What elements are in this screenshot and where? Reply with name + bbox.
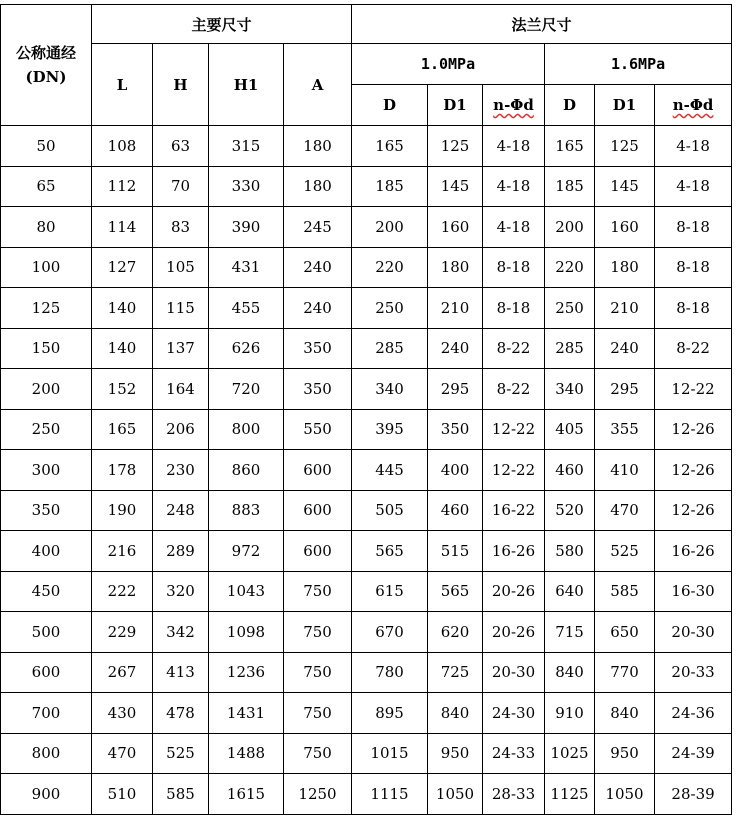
table-row	[1, 693, 732, 734]
cell-nphid-1: 4-18	[483, 207, 545, 248]
dimension-table	[0, 4, 732, 815]
cell-nphid-1: 24-33	[483, 733, 545, 774]
col-header-l: L	[92, 44, 153, 126]
cell-dn: 100	[1, 247, 92, 288]
cell-d-2: 1025	[545, 733, 595, 774]
table-row	[1, 733, 732, 774]
cell-d1-1: 240	[428, 328, 483, 369]
cell-l: 216	[92, 531, 153, 572]
cell-a: 750	[284, 652, 352, 693]
col-header-a: A	[284, 44, 352, 126]
cell-h: 248	[153, 490, 209, 531]
cell-l: 114	[92, 207, 153, 248]
cell-h: 525	[153, 733, 209, 774]
cell-l: 267	[92, 652, 153, 693]
dn-header-line2: (DN)	[25, 68, 67, 86]
cell-d1-2: 125	[595, 126, 655, 167]
cell-h1: 720	[209, 369, 284, 410]
col-header-nphid-2: n-Φd	[655, 85, 732, 126]
cell-d-1: 780	[352, 652, 428, 693]
cell-h1: 1236	[209, 652, 284, 693]
cell-h1: 972	[209, 531, 284, 572]
cell-dn: 150	[1, 328, 92, 369]
cell-dn: 500	[1, 612, 92, 653]
cell-l: 165	[92, 409, 153, 450]
cell-h1: 431	[209, 247, 284, 288]
cell-dn: 450	[1, 571, 92, 612]
cell-d-2: 250	[545, 288, 595, 329]
cell-h1: 390	[209, 207, 284, 248]
cell-d-2: 185	[545, 166, 595, 207]
cell-nphid-2: 24-36	[655, 693, 732, 734]
cell-l: 108	[92, 126, 153, 167]
cell-dn: 50	[1, 126, 92, 167]
cell-d-2: 520	[545, 490, 595, 531]
cell-a: 350	[284, 369, 352, 410]
cell-nphid-1: 16-26	[483, 531, 545, 572]
cell-l: 140	[92, 288, 153, 329]
cell-h: 206	[153, 409, 209, 450]
cell-a: 750	[284, 612, 352, 653]
cell-a: 240	[284, 247, 352, 288]
table-row	[1, 409, 732, 450]
table-row	[1, 571, 732, 612]
cell-l: 222	[92, 571, 153, 612]
cell-l: 127	[92, 247, 153, 288]
cell-a: 750	[284, 693, 352, 734]
cell-h: 289	[153, 531, 209, 572]
flange-dims-header: 法兰尺寸	[352, 5, 732, 44]
cell-a: 1250	[284, 774, 352, 815]
cell-d-2: 285	[545, 328, 595, 369]
cell-h1: 860	[209, 450, 284, 491]
cell-d-2: 640	[545, 571, 595, 612]
cell-d1-2: 160	[595, 207, 655, 248]
cell-d-2: 715	[545, 612, 595, 653]
cell-a: 180	[284, 126, 352, 167]
col-header-h: H	[153, 44, 209, 126]
cell-d-1: 1015	[352, 733, 428, 774]
cell-d-1: 615	[352, 571, 428, 612]
cell-a: 600	[284, 531, 352, 572]
cell-d-1: 445	[352, 450, 428, 491]
table-row	[1, 288, 732, 329]
cell-nphid-2: 12-26	[655, 409, 732, 450]
cell-dn: 350	[1, 490, 92, 531]
cell-h1: 455	[209, 288, 284, 329]
table-row	[1, 369, 732, 410]
cell-d-2: 165	[545, 126, 595, 167]
cell-a: 600	[284, 490, 352, 531]
table-row	[1, 612, 732, 653]
cell-h1: 1043	[209, 571, 284, 612]
table-body	[1, 126, 732, 815]
cell-nphid-1: 4-18	[483, 166, 545, 207]
cell-l: 190	[92, 490, 153, 531]
cell-d-1: 505	[352, 490, 428, 531]
cell-nphid-2: 16-26	[655, 531, 732, 572]
cell-h: 413	[153, 652, 209, 693]
cell-h1: 883	[209, 490, 284, 531]
cell-a: 245	[284, 207, 352, 248]
cell-d-2: 460	[545, 450, 595, 491]
cell-nphid-2: 4-18	[655, 166, 732, 207]
cell-nphid-1: 20-30	[483, 652, 545, 693]
cell-h: 115	[153, 288, 209, 329]
cell-h: 63	[153, 126, 209, 167]
cell-d-2: 910	[545, 693, 595, 734]
table-row	[1, 126, 732, 167]
col-header-d1-2: D1	[595, 85, 655, 126]
cell-nphid-1: 16-22	[483, 490, 545, 531]
cell-d1-1: 460	[428, 490, 483, 531]
cell-a: 750	[284, 571, 352, 612]
table-row	[1, 328, 732, 369]
cell-d-1: 165	[352, 126, 428, 167]
cell-nphid-2: 8-18	[655, 247, 732, 288]
cell-d-2: 200	[545, 207, 595, 248]
cell-l: 112	[92, 166, 153, 207]
cell-nphid-2: 28-39	[655, 774, 732, 815]
cell-h: 164	[153, 369, 209, 410]
cell-d1-1: 725	[428, 652, 483, 693]
cell-d-1: 1115	[352, 774, 428, 815]
cell-nphid-1: 4-18	[483, 126, 545, 167]
cell-h: 230	[153, 450, 209, 491]
cell-d1-2: 585	[595, 571, 655, 612]
col-header-d-1: D	[352, 85, 428, 126]
cell-nphid-1: 8-18	[483, 288, 545, 329]
cell-h1: 1615	[209, 774, 284, 815]
cell-dn: 800	[1, 733, 92, 774]
cell-dn: 200	[1, 369, 92, 410]
cell-h1: 1431	[209, 693, 284, 734]
cell-a: 750	[284, 733, 352, 774]
cell-h1: 315	[209, 126, 284, 167]
pressure-1-header: 1.0MPa	[352, 44, 545, 85]
cell-d-1: 250	[352, 288, 428, 329]
cell-dn: 700	[1, 693, 92, 734]
cell-d-1: 185	[352, 166, 428, 207]
cell-nphid-2: 12-22	[655, 369, 732, 410]
cell-d1-1: 350	[428, 409, 483, 450]
table-header	[1, 5, 732, 126]
cell-d1-1: 620	[428, 612, 483, 653]
cell-a: 180	[284, 166, 352, 207]
cell-l: 229	[92, 612, 153, 653]
cell-d1-2: 355	[595, 409, 655, 450]
cell-h1: 800	[209, 409, 284, 450]
cell-l: 470	[92, 733, 153, 774]
cell-d1-1: 400	[428, 450, 483, 491]
cell-d1-2: 840	[595, 693, 655, 734]
cell-d-2: 1125	[545, 774, 595, 815]
cell-d1-1: 515	[428, 531, 483, 572]
cell-d-1: 285	[352, 328, 428, 369]
cell-d-1: 565	[352, 531, 428, 572]
cell-h1: 330	[209, 166, 284, 207]
cell-d1-2: 295	[595, 369, 655, 410]
cell-d-1: 220	[352, 247, 428, 288]
col-header-nphid-1: n-Φd	[483, 85, 545, 126]
cell-nphid-1: 20-26	[483, 571, 545, 612]
cell-d1-2: 210	[595, 288, 655, 329]
cell-l: 510	[92, 774, 153, 815]
cell-h: 83	[153, 207, 209, 248]
cell-d1-2: 145	[595, 166, 655, 207]
cell-nphid-2: 20-33	[655, 652, 732, 693]
table-row	[1, 450, 732, 491]
cell-l: 152	[92, 369, 153, 410]
cell-a: 350	[284, 328, 352, 369]
cell-d-2: 405	[545, 409, 595, 450]
cell-d1-1: 210	[428, 288, 483, 329]
cell-nphid-1: 8-18	[483, 247, 545, 288]
cell-dn: 900	[1, 774, 92, 815]
cell-nphid-1: 12-22	[483, 450, 545, 491]
dn-header-line1: 公称通经	[15, 44, 76, 62]
cell-nphid-2: 8-22	[655, 328, 732, 369]
cell-d1-2: 770	[595, 652, 655, 693]
cell-dn: 80	[1, 207, 92, 248]
cell-d1-1: 145	[428, 166, 483, 207]
cell-d-1: 395	[352, 409, 428, 450]
cell-dn: 400	[1, 531, 92, 572]
cell-h1: 626	[209, 328, 284, 369]
cell-h1: 1098	[209, 612, 284, 653]
pressure-2-header: 1.6MPa	[545, 44, 732, 85]
cell-a: 600	[284, 450, 352, 491]
cell-d-2: 580	[545, 531, 595, 572]
cell-nphid-2: 8-18	[655, 288, 732, 329]
table-row	[1, 652, 732, 693]
col-header-h1: H1	[209, 44, 284, 126]
cell-nphid-1: 12-22	[483, 409, 545, 450]
cell-nphid-1: 8-22	[483, 328, 545, 369]
cell-a: 550	[284, 409, 352, 450]
cell-nphid-1: 20-26	[483, 612, 545, 653]
cell-d1-1: 125	[428, 126, 483, 167]
cell-h: 342	[153, 612, 209, 653]
cell-h: 137	[153, 328, 209, 369]
cell-h: 70	[153, 166, 209, 207]
dn-header	[1, 5, 92, 126]
cell-d1-2: 950	[595, 733, 655, 774]
cell-h: 105	[153, 247, 209, 288]
cell-d1-2: 650	[595, 612, 655, 653]
cell-d1-2: 525	[595, 531, 655, 572]
cell-d1-1: 160	[428, 207, 483, 248]
cell-d1-1: 950	[428, 733, 483, 774]
table-row	[1, 531, 732, 572]
cell-dn: 300	[1, 450, 92, 491]
cell-nphid-2: 24-39	[655, 733, 732, 774]
table-row	[1, 166, 732, 207]
cell-dn: 65	[1, 166, 92, 207]
cell-nphid-1: 28-33	[483, 774, 545, 815]
col-header-d1-1: D1	[428, 85, 483, 126]
cell-d-1: 340	[352, 369, 428, 410]
table-row	[1, 774, 732, 815]
cell-l: 178	[92, 450, 153, 491]
cell-d1-1: 1050	[428, 774, 483, 815]
cell-d1-2: 470	[595, 490, 655, 531]
cell-h: 320	[153, 571, 209, 612]
cell-nphid-1: 24-30	[483, 693, 545, 734]
cell-nphid-2: 12-26	[655, 490, 732, 531]
cell-d-1: 670	[352, 612, 428, 653]
cell-h1: 1488	[209, 733, 284, 774]
col-header-d-2: D	[545, 85, 595, 126]
cell-d1-2: 180	[595, 247, 655, 288]
cell-h: 585	[153, 774, 209, 815]
cell-l: 140	[92, 328, 153, 369]
cell-d1-1: 180	[428, 247, 483, 288]
cell-d1-2: 240	[595, 328, 655, 369]
cell-d-1: 200	[352, 207, 428, 248]
cell-d-2: 840	[545, 652, 595, 693]
cell-d-2: 340	[545, 369, 595, 410]
cell-d1-1: 840	[428, 693, 483, 734]
cell-d-2: 220	[545, 247, 595, 288]
table-row	[1, 490, 732, 531]
cell-d-1: 895	[352, 693, 428, 734]
cell-h: 478	[153, 693, 209, 734]
cell-d1-2: 410	[595, 450, 655, 491]
cell-nphid-2: 8-18	[655, 207, 732, 248]
main-dims-header: 主要尺寸	[92, 5, 352, 44]
cell-nphid-2: 16-30	[655, 571, 732, 612]
table-row	[1, 247, 732, 288]
cell-a: 240	[284, 288, 352, 329]
table-row	[1, 207, 732, 248]
cell-l: 430	[92, 693, 153, 734]
cell-d1-1: 295	[428, 369, 483, 410]
cell-dn: 600	[1, 652, 92, 693]
cell-nphid-2: 20-30	[655, 612, 732, 653]
cell-d1-1: 565	[428, 571, 483, 612]
cell-dn: 250	[1, 409, 92, 450]
cell-nphid-2: 12-26	[655, 450, 732, 491]
cell-dn: 125	[1, 288, 92, 329]
cell-nphid-1: 8-22	[483, 369, 545, 410]
cell-nphid-2: 4-18	[655, 126, 732, 167]
cell-d1-2: 1050	[595, 774, 655, 815]
